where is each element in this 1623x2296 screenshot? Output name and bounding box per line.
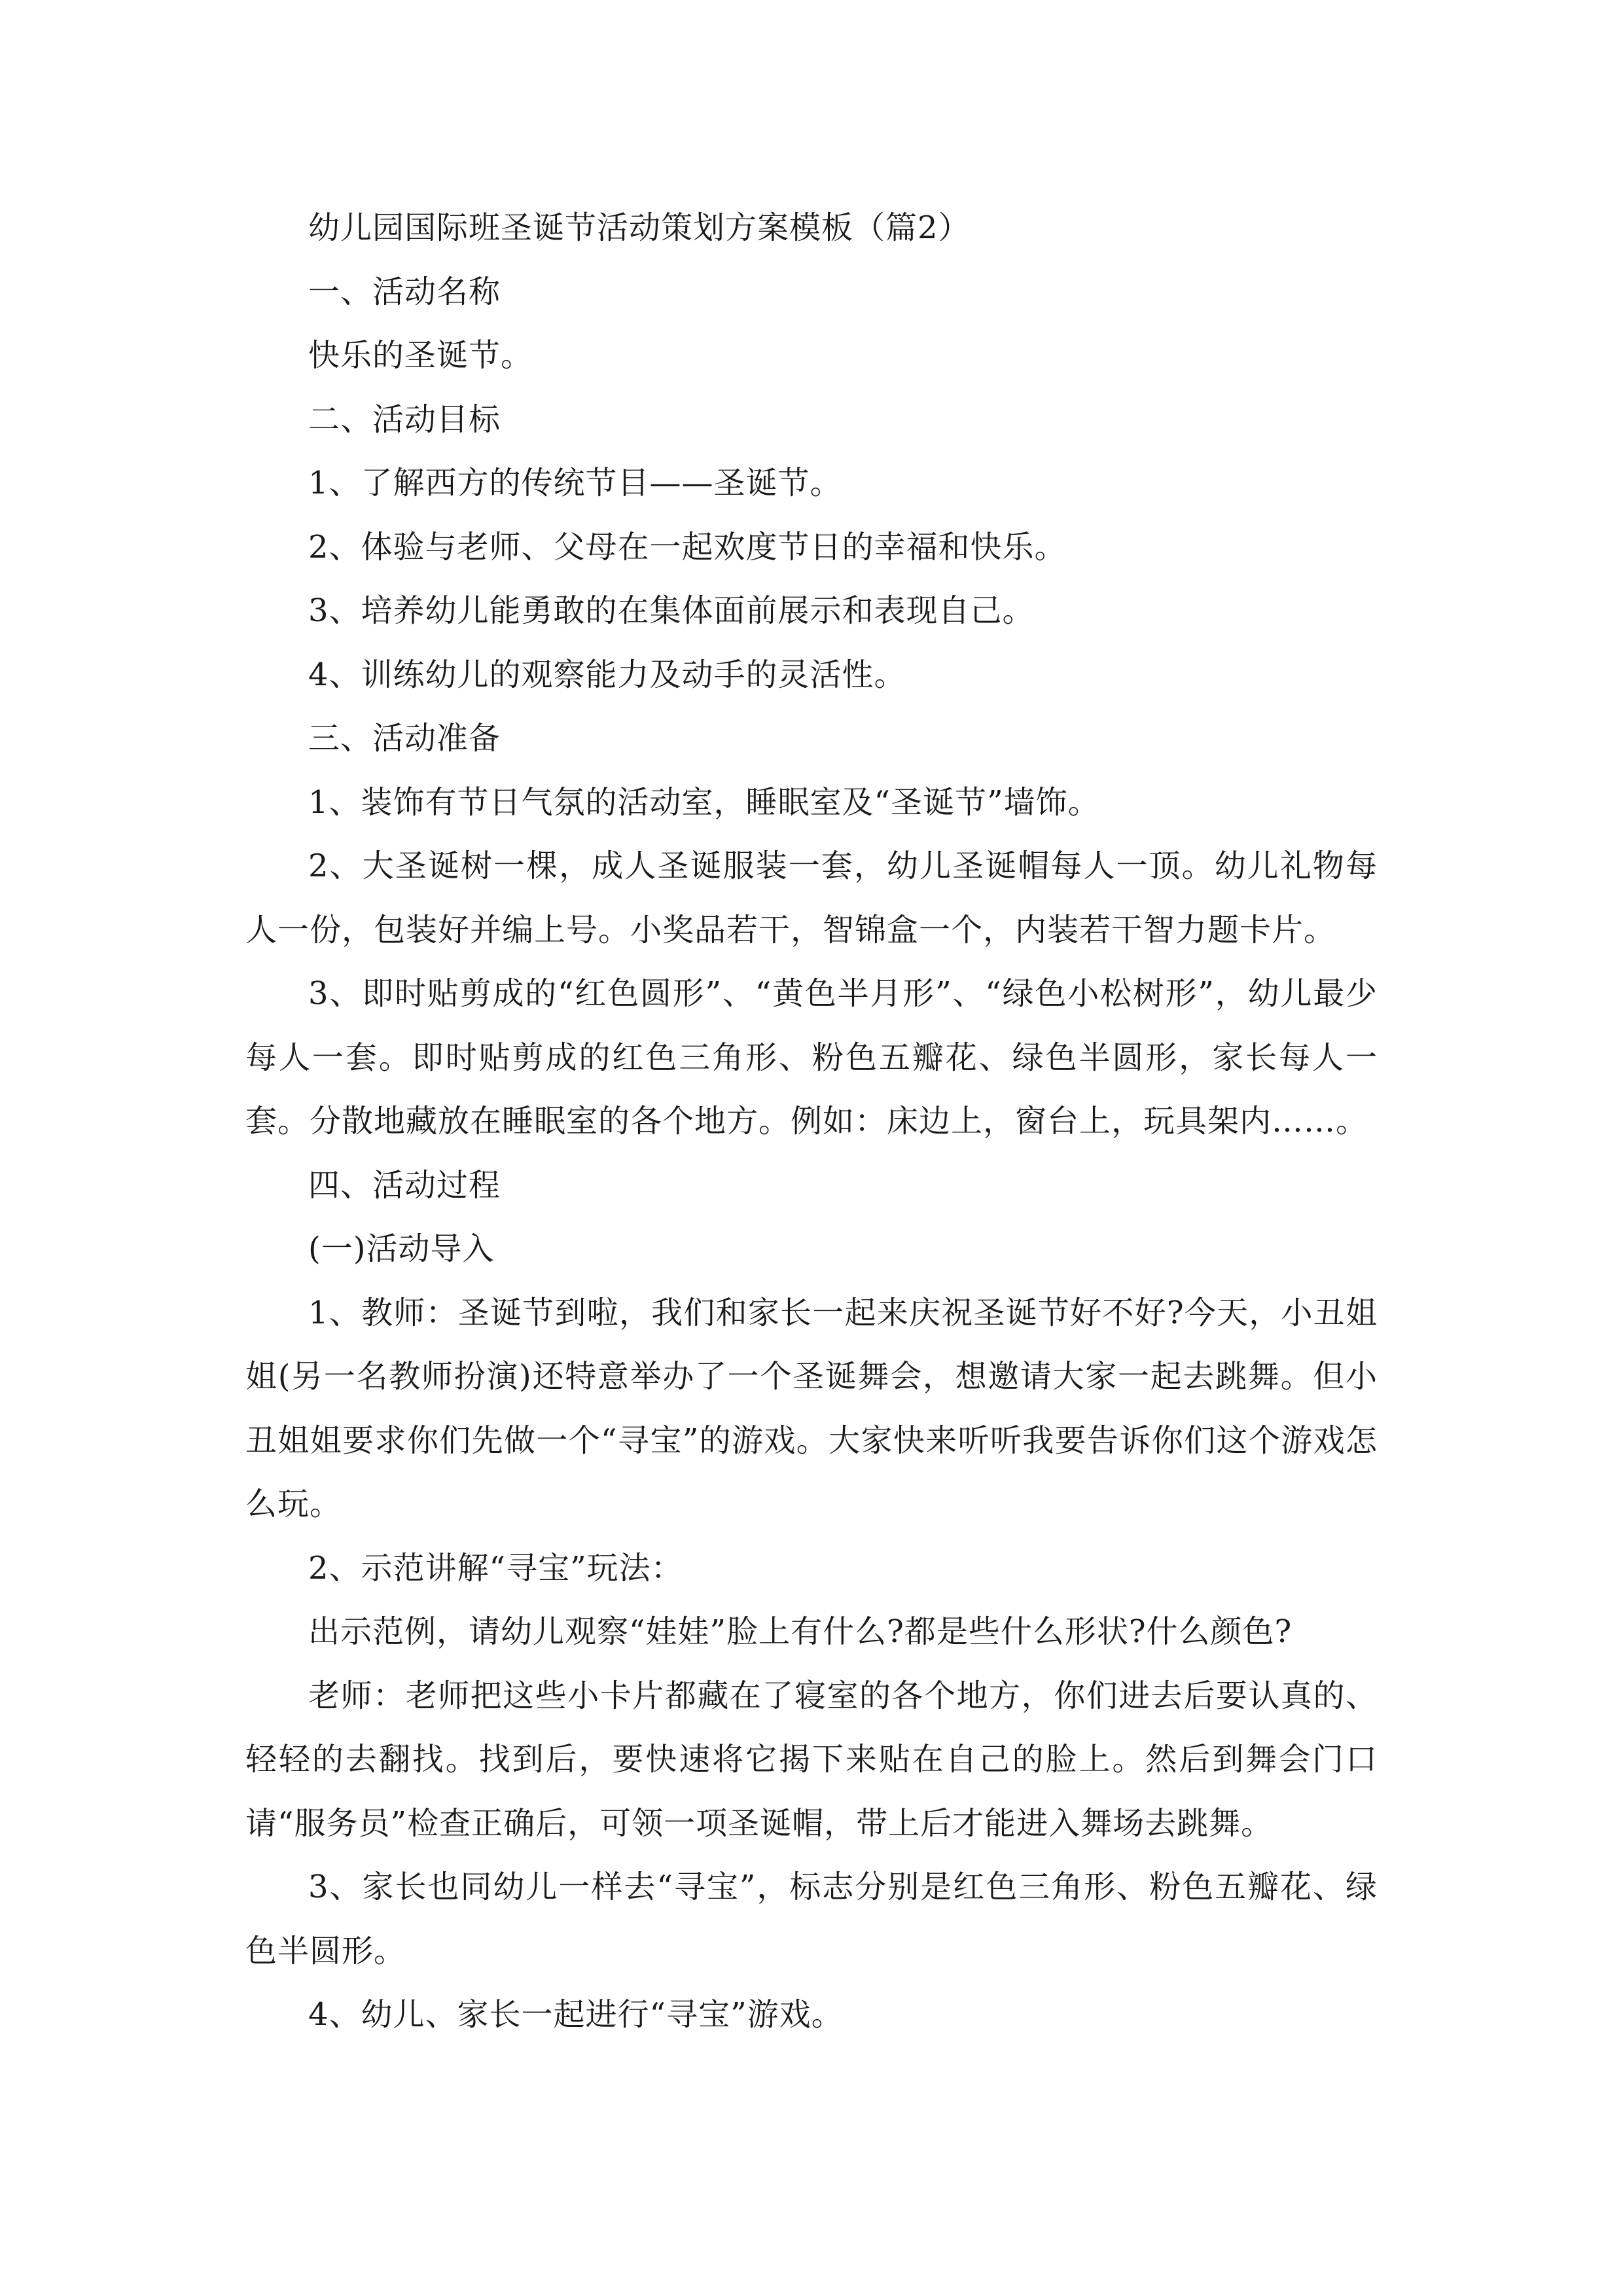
list-item: 2、体验与老师、父母在一起欢度节日的幸福和快乐。 [308, 528, 1067, 565]
section-heading: 一、活动名称 [308, 273, 501, 310]
section-heading: 二、活动目标 [308, 401, 501, 438]
paragraph: 老师：老师把这些小卡片都藏在了寝室的各个地方，你们进去后要认真的、轻轻的去翻找。找到后，要快速将它揭下来贴在自己的脸上。然后到舞会门口请“服务员”检查正确后，可领一项圣诞帽，带上后才能进入舞场去跳舞。 [245, 1677, 1378, 1842]
list-item: 4、训练幼儿的观察能力及动手的灵活性。 [308, 656, 906, 693]
list-item: 1、了解西方的传统节目——圣诞节。 [308, 465, 842, 501]
list-item: 4、幼儿、家长一起进行“寻宝”游戏。 [308, 1996, 844, 2033]
subsection-heading: (一)活动导入 [308, 1230, 495, 1267]
list-item: 2、示范讲解“寻宝”玩法： [308, 1549, 683, 1587]
list-item: 1、教师：圣诞节到啦，我们和家长一起来庆祝圣诞节好不好?今天，小丑姐姐(另一名教师扮演)还特意举办了一个圣诞舞会，想邀请大家一起去跳舞。但小丑姐姐要求你们先做一个“寻宝”的游戏。大家快来听听我要告诉你们这个游戏怎么玩。 [245, 1294, 1378, 1522]
list-item: 1、装饰有节日气氛的活动室，睡眠室及“圣诞节”墙饰。 [308, 783, 1100, 821]
document-body [245, 196, 1378, 2047]
document-title: 幼儿园国际班圣诞节活动策划方案模板（篇2） [308, 209, 971, 246]
paragraph: 出示范例，请幼儿观察“娃娃”脸上有什么?都是些什么形状?什么颜色? [308, 1613, 1293, 1650]
paragraph: 快乐的圣诞节。 [308, 337, 533, 374]
list-item: 3、即时贴剪成的“红色圆形”、“黄色半月形”、“绿色小松树形”，幼儿最少每人一套。即时贴剪成的红色三角形、粉色五瓣花、绿色半圆形，家长每人一套。分散地藏放在睡眠室的各个地方。例如：床边上，窗台上，玩具架内……。 [245, 975, 1378, 1139]
section-heading: 四、活动过程 [308, 1166, 501, 1204]
list-item: 3、培养幼儿能勇敢的在集体面前展示和表现自己。 [308, 592, 1035, 629]
list-item: 2、大圣诞树一棵，成人圣诞服装一套，幼儿圣诞帽每人一顶。幼儿礼物每人一份，包装好并编上号。小奖品若干，智锦盒一个，内装若干智力题卡片。 [245, 848, 1378, 948]
section-heading: 三、活动准备 [308, 720, 501, 757]
list-item: 3、家长也同幼儿一样去“寻宝”，标志分别是红色三角形、粉色五瓣花、绿色半圆形。 [245, 1869, 1378, 1969]
